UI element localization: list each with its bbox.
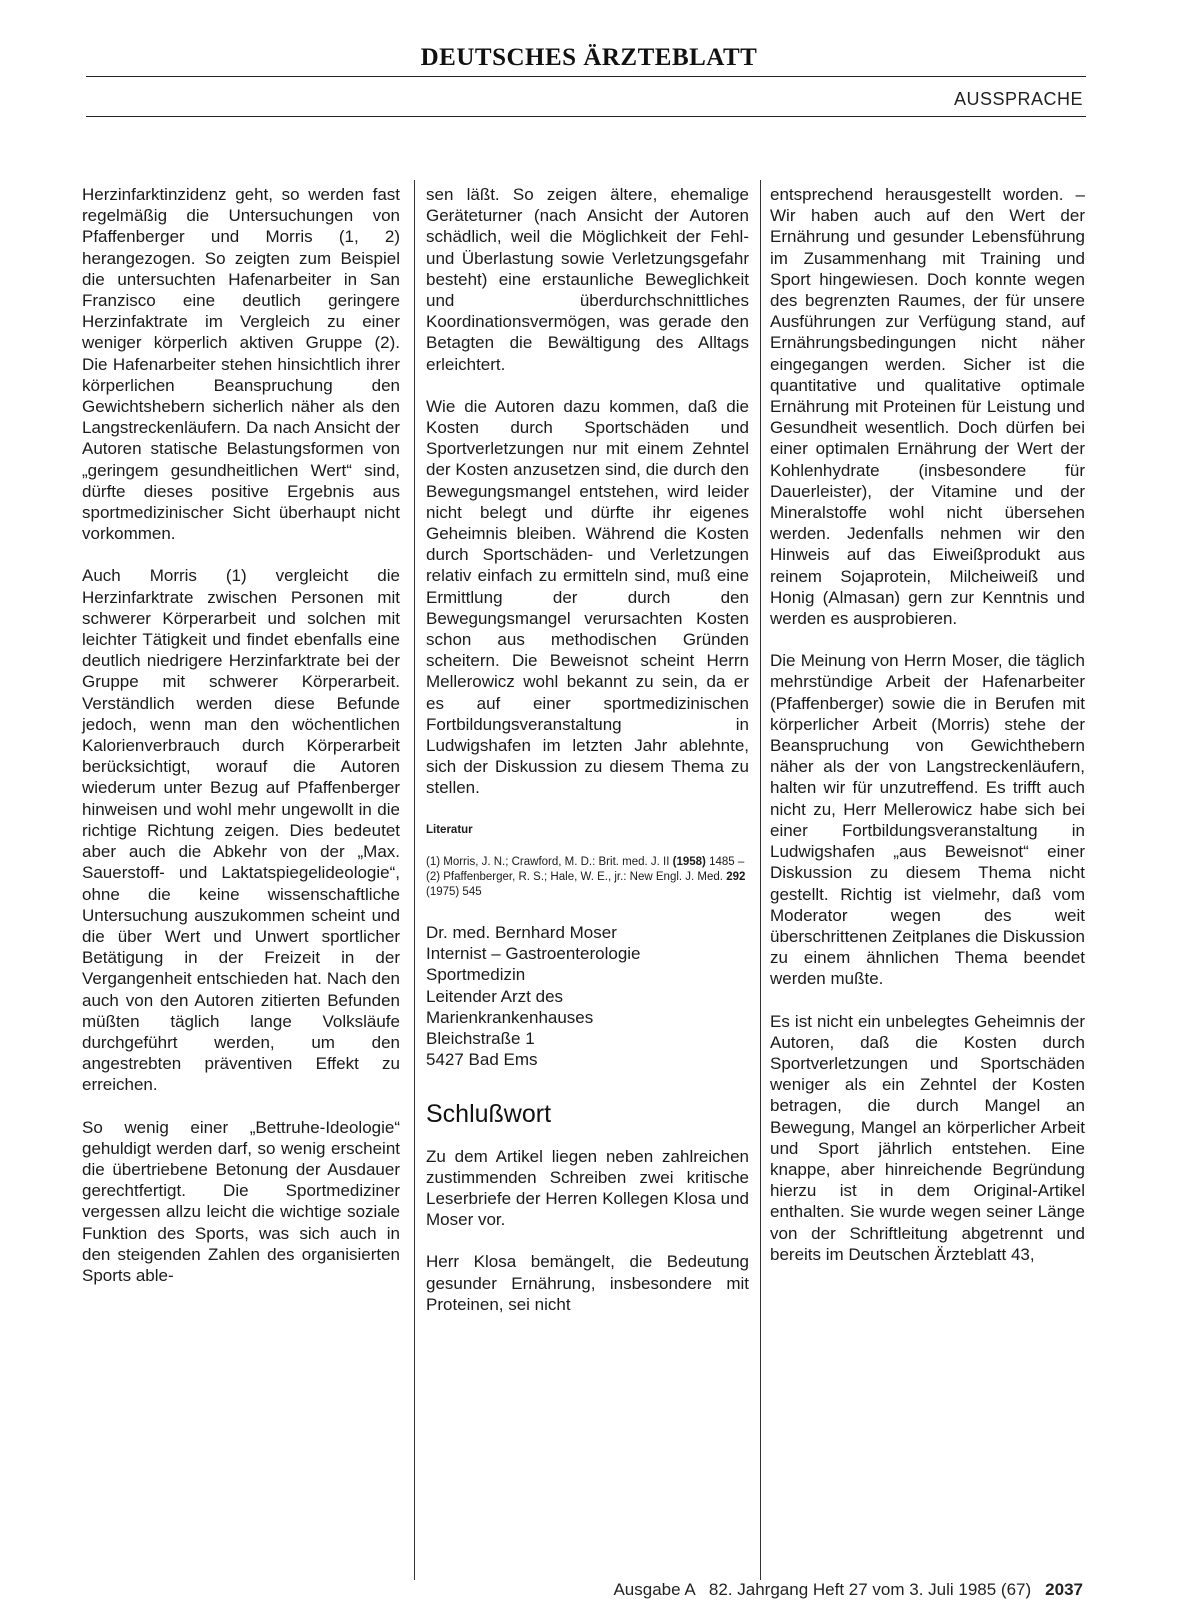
paragraph: Zu dem Artikel liegen neben zahlreichen zustimmenden Schreiben zwei kritische Leserbriefe der Herren Kollegen Klosa und Moser vor. xyxy=(426,1146,749,1230)
column-3 xyxy=(770,184,1085,1579)
reference-year: (1958) xyxy=(672,855,706,868)
reference-text: (1975) 545 xyxy=(426,885,482,898)
signature-line: Internist – Gastroenterologie xyxy=(426,944,641,964)
signature-line: Sportmedizin xyxy=(426,965,526,985)
signature-line: Marienkrankenhauses xyxy=(426,1007,594,1027)
header-rule-bottom xyxy=(86,116,1086,117)
paragraph: Es ist nicht ein unbelegtes Geheimnis der Autoren, daß die Kosten durch Sportverletzungen und Sportschäden weniger als ein Zehntel der Kosten betragen, die durch Mangel an Bewegung, Mangel an körperlicher Arbeit und Sport jährlich entstehen. Eine knappe, aber hinreichende Begründung hierzu ist in dem Original-Artikel enthalten. Sie wurde wegen seiner Länge von der Schriftleitung abgetrennt und bereits im Deutschen Ärzteblatt 43, xyxy=(770,1011,1085,1264)
paragraph: Herzinfarktinzidenz geht, so werden fast regelmäßig die Untersuchungen von Pfaffenberger und Morris (1, 2) herangezogen. So zeigten zum Beispiel die untersuchten Hafenarbeiter in San Franzisco eine deutlich geringere Herzinfaktrate im Vergleich zu einer weniger körperlich aktiven Gruppe (2). Die Hafenarbeiter stehen hinsichtlich ihrer körperlichen Beanspruchung den Gewichtshebern sicherlich näher als den Langstreckenläufern. Da nach Ansicht der Autoren statische Belastungsformen von „geringem gesundheitlichen Wert“ sind, dürfte dieses positive Ergebnis aus sportmedizinischer Sicht überhaupt nicht vorkommen. xyxy=(82,185,400,544)
page-number: 2037 xyxy=(1045,1580,1083,1599)
column-1 xyxy=(82,184,400,1579)
paragraph: Herr Klosa bemängelt, die Bedeutung gesunder Ernährung, insbesondere mit Proteinen, sei nicht xyxy=(426,1252,749,1314)
signature-line: 5427 Bad Ems xyxy=(426,1050,538,1070)
masthead: DEUTSCHES ÄRZTEBLATT xyxy=(420,44,758,71)
paragraph: Auch Morris (1) vergleicht die Herzinfarktrate zwischen Personen mit schwerer Körperarbeit und solchen mit leichter Tätigkeit und findet ebenfalls eine deutlich niedrigere Herzinfarktrate bei der Gruppe mit schwerer Körperarbeit. Verständlich werden diese Befunde jedoch, wenn man den wöchentlichen Kalorienverbrauch durch Körperarbeit berücksichtigt, worauf die Autoren wiederum unter Bezug auf Pfaffenberger hinweisen und wohl mehr ungewollt in die richtige Richtung zeigen. Dies bedeutet aber auch die Abkehr von der „Max. Sauerstoff- und Laktatspiegelideologie“, ohne die keine wissenschaftliche Untersuchung auszukommen scheint und die über Wert und Unwert sportlicher Betätigung in der Freizeit in der Vergangenheit entschieden hat. Nach den auch von den Autoren zitierten Befunden müßten täglich lange Volksläufe durchgeführt werden, um den angestrebten präventiven Effekt zu erreichen. xyxy=(82,566,400,1095)
paragraph: sen läßt. So zeigen ältere, ehemalige Geräteturner (nach Ansicht der Autoren schädlich, weil die Möglichkeit der Fehl- und Überlastung sowie Verletzungsgefahr besteht) eine erstaunliche Beweglichkeit und überdurchschnittliches Koordinationsvermögen, was gerade den Betagten die Bewältigung des Alltags erleichtert. xyxy=(426,185,749,374)
header-rule-top xyxy=(86,76,1086,77)
reference-volume: 292 xyxy=(726,870,746,883)
reference-text: 1485 – (2) Pfaffenberger, R. S.; Hale, W. E., jr.: New Engl. J. Med. xyxy=(426,855,745,883)
signature-line: Leitender Arzt des xyxy=(426,986,564,1006)
references xyxy=(426,855,749,900)
author-signature xyxy=(426,922,749,1070)
section-heading: Schlußwort xyxy=(426,1100,552,1129)
issue-info: Ausgabe A 82. Jahrgang Heft 27 vom 3. Juli 1985 (67) xyxy=(613,1580,1032,1599)
paragraph: Wie die Autoren dazu kommen, daß die Kosten durch Sportschäden und Sportverletzungen nur mit einem Zehntel der Kosten anzusetzen sind, die durch den Bewegungsmangel entstehen, wird leider nicht belegt und dürfte ihr eigenes Geheimnis bleiben. Während die Kosten durch Sportschäden- und Verletzungen relativ einfach zu ermitteln sind, muß eine Ermittlung der durch den Bewegungsmangel verursachten Kosten schon aus methodischen Gründen scheitern. Die Beweisnot scheint Herrn Mellerowicz wohl bekannt zu sein, da er es auf einer sportmedizinischen Fortbildungsveranstaltung in Ludwigshafen im letzten Jahr ablehnte, sich der Diskussion zu diesem Thema zu stellen. xyxy=(426,396,749,798)
page-footer xyxy=(613,1580,1083,1600)
column-2 xyxy=(426,184,749,1579)
references-title: Literatur xyxy=(426,823,473,836)
column-divider-2 xyxy=(760,180,761,1580)
paragraph: So wenig einer „Bettruhe-Ideologie“ gehuldigt werden darf, so wenig erscheint die übertriebene Betonung der Ausdauer gerechtfertigt. Die Sportmediziner vergessen allzu leicht die wichtige soziale Funktion des Sports, was sich auch in den steigenden Zahlen des organisierten Sports able- xyxy=(82,1117,400,1285)
signature-line: Bleichstraße 1 xyxy=(426,1028,535,1048)
paragraph: Die Meinung von Herrn Moser, die täglich mehrstündige Arbeit der Hafenarbeiter (Pfaffenberger) sowie die in Berufen mit körperlicher Arbeit (Morris) stehe der Beanspruchung von Gewichthebern näher als der von Langstreckenläufern, halten wir für unzutreffend. Es trifft auch nicht zu, Herr Mellerowicz habe sich bei einer Fortbildungsveranstaltung in Ludwigshafen „aus Beweisnot“ einer Diskussion zu diesem Thema nicht gestellt. Richtig ist vielmehr, daß vom Moderator wegen des weit überschrittenen Zeitplanes die Diskussion zu einem ähnlichen Thema beendet werden mußte. xyxy=(770,651,1085,989)
section-label: AUSSPRACHE xyxy=(953,89,1083,109)
signature-line: Dr. med. Bernhard Moser xyxy=(426,922,617,942)
reference-text: (1) Morris, J. N.; Crawford, M. D.: Brit. med. J. II xyxy=(426,855,673,868)
paragraph: entsprechend herausgestellt worden. – Wir haben auch auf den Wert der Ernährung und gesunder Lebensführung im Zusammenhang mit Training und Sport hingewiesen. Doch konnte wegen des begrenzten Raumes, der für unsere Ausführungen zur Verfügung stand, auf Ernährungsbedingungen nicht näher eingegangen werden. Sicher ist die quantitative und qualitative optimale Ernährung mit Proteinen für Leistung und Gesundheit wesentlich. Doch dürfen bei einer optimalen Ernährung der Wert der Kohlenhydrate (insbesondere für Dauerleister), der Vitamine und der Mineralstoffe wohl nicht übersehen werden. Jedenfalls nehmen wir den Hinweis auf das Eiweißprodukt aus reinem Sojaprotein, Milcheiweiß und Honig (Almasan) gern zur Kenntnis und werden es ausprobieren. xyxy=(770,185,1085,629)
column-divider-1 xyxy=(414,180,415,1580)
